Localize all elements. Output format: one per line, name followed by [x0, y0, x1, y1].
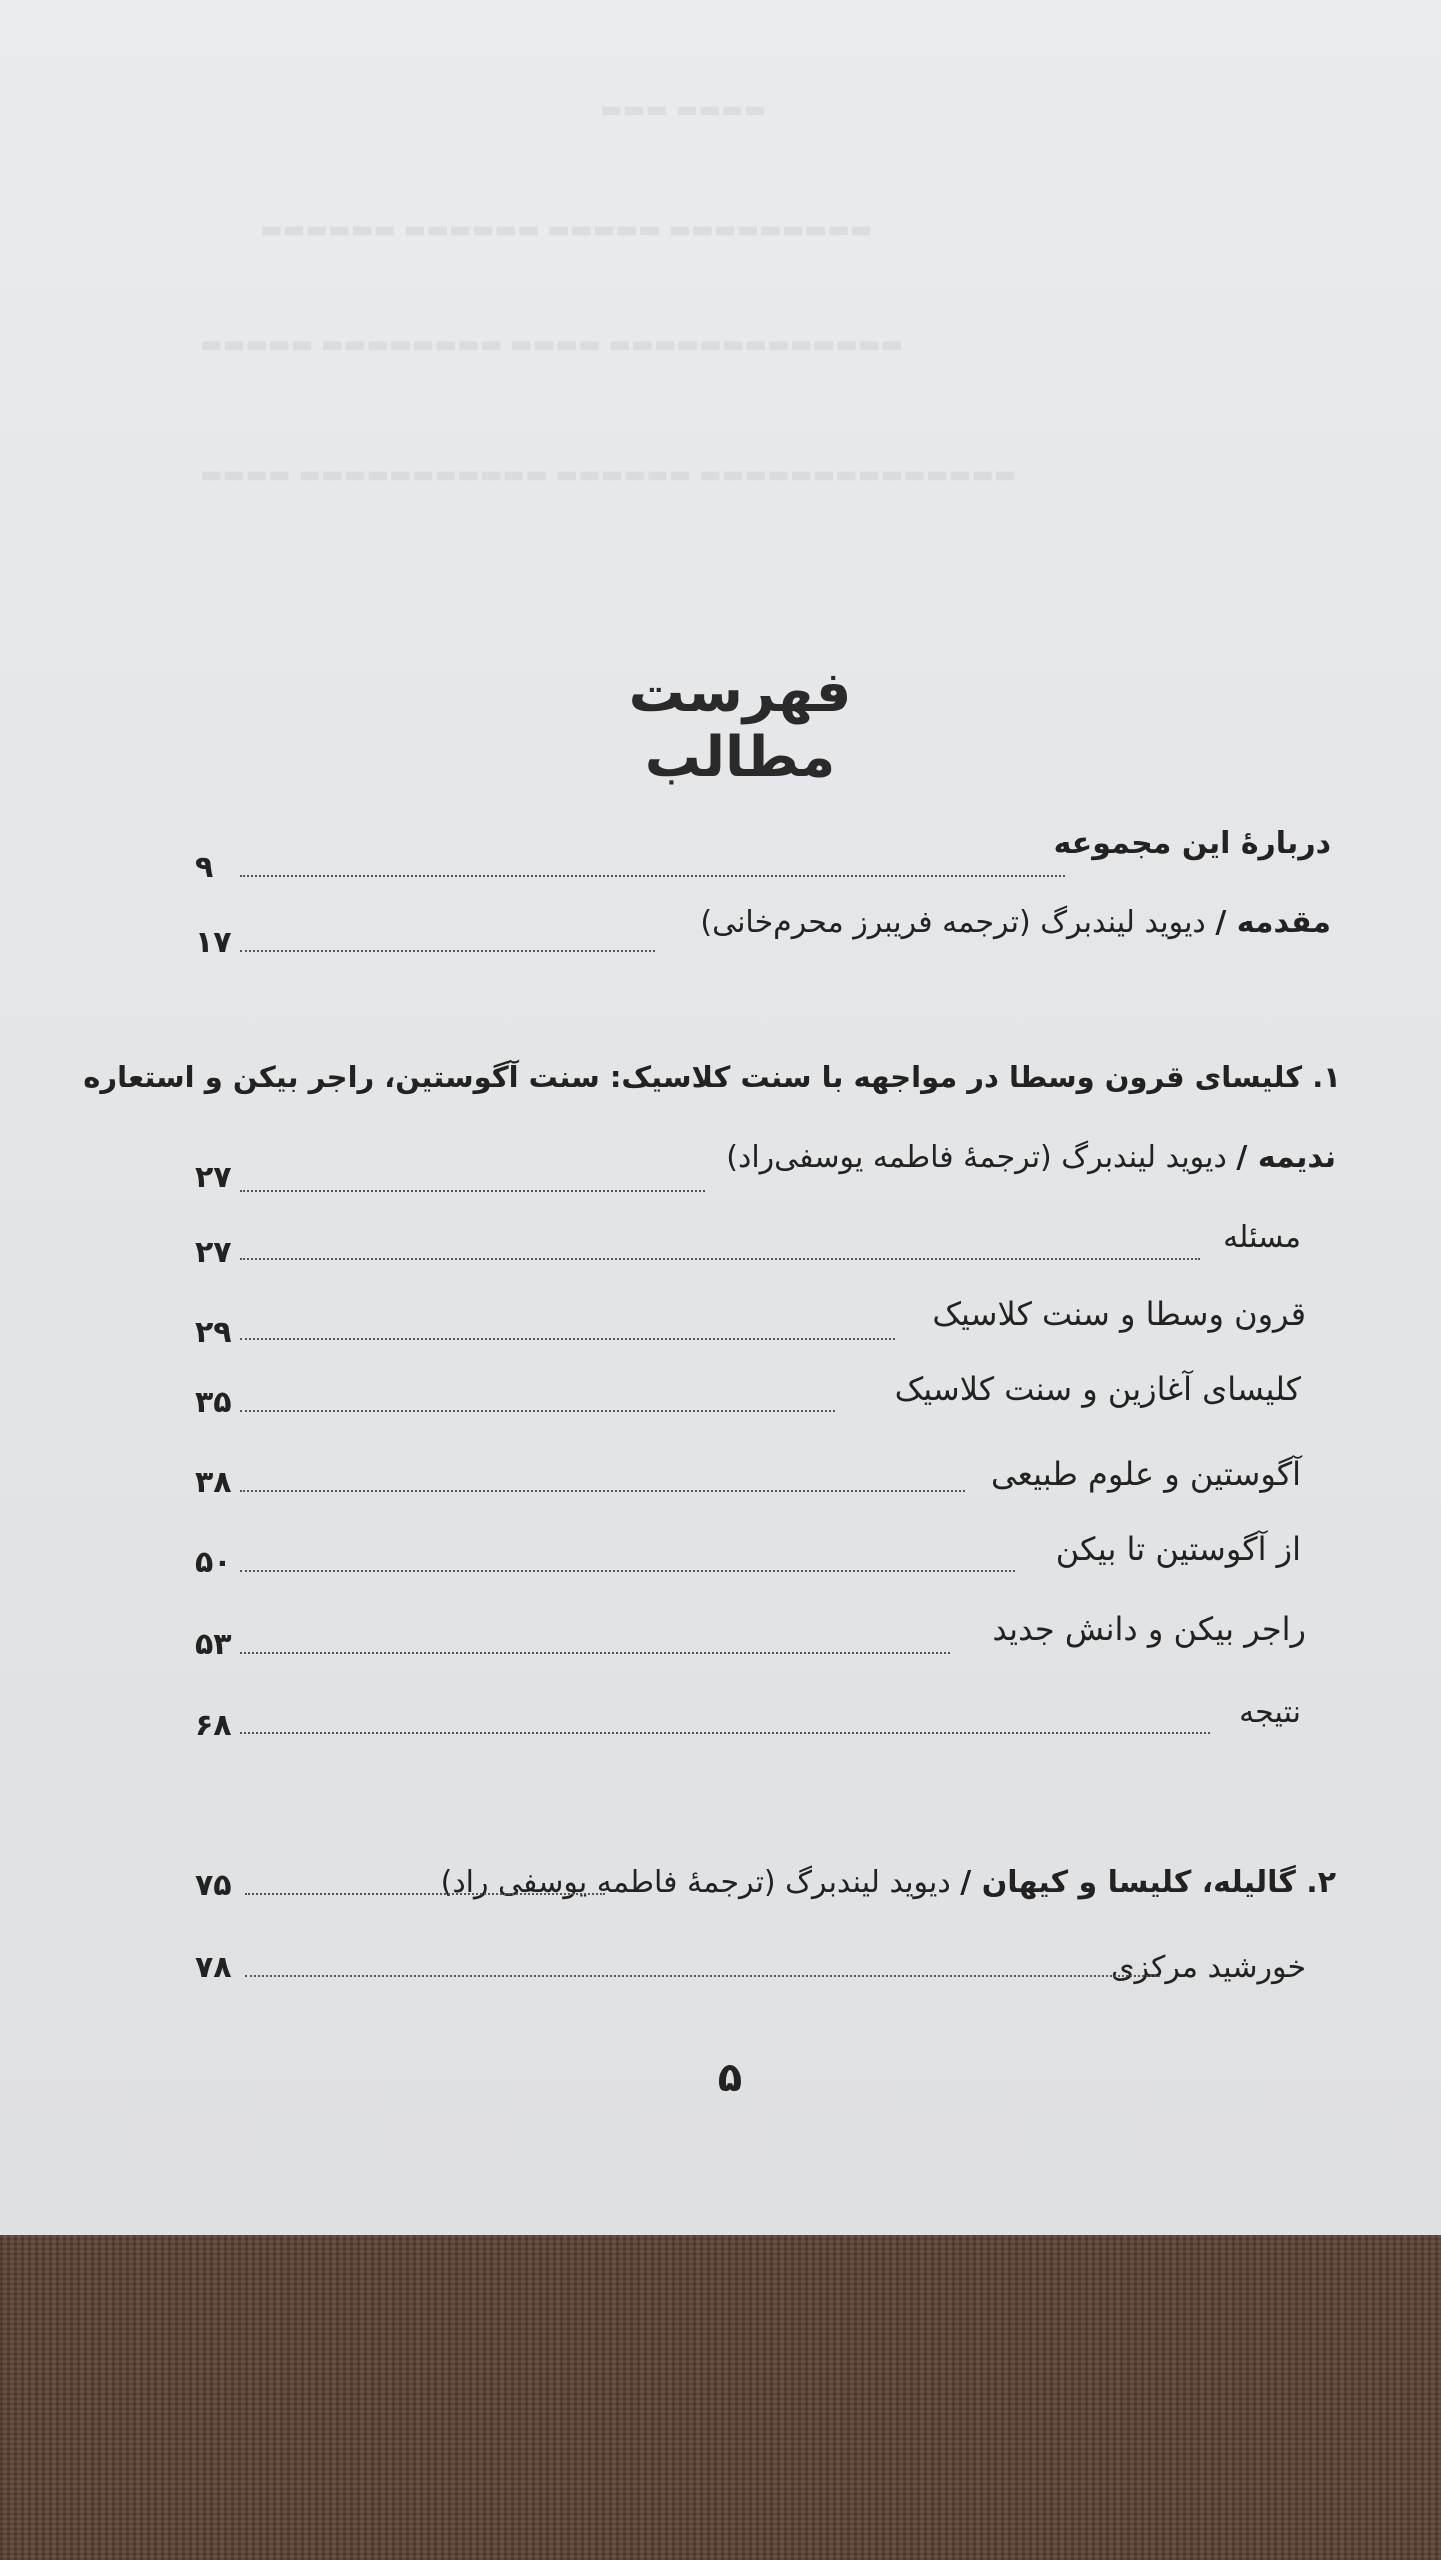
- toc-entry-detail: دیوید لیندبرگ (ترجمهٔ فاطمه یوسفی‌راد): [726, 1140, 1237, 1175]
- leader-dots: [245, 1975, 1160, 1977]
- leader-dots: [240, 1732, 1210, 1734]
- toc-page-number: ۵۰: [195, 1545, 232, 1580]
- toc-page-number: ۱۷: [195, 925, 232, 960]
- toc-entry-text: [700, 905, 1331, 940]
- page-title: فهرست مطالب: [628, 660, 852, 790]
- leader-dots: [240, 1338, 895, 1340]
- toc-page-number: ۲۷: [195, 1235, 232, 1270]
- toc-subentry-text: راجر بیکن و دانش جدید: [992, 1610, 1306, 1648]
- show-through: ▬▬▬▬▬▬ ▬▬▬▬▬▬ ▬▬▬▬▬ ▬▬▬▬▬▬▬▬▬: [260, 215, 873, 243]
- leader-dots: [240, 1410, 835, 1412]
- toc-subentry-text: خورشید مرکزی: [1111, 1950, 1306, 1985]
- toc-entry-bold: ندیمه /: [1236, 1140, 1336, 1175]
- toc-subentry-text: از آگوستین تا بیکن: [1055, 1530, 1301, 1568]
- leader-dots: [240, 1652, 950, 1654]
- toc-subentry-text: قرون وسطا و سنت کلاسیک: [932, 1295, 1306, 1333]
- toc-entry-detail: دیوید لیندبرگ (ترجمه فریبرز محرم‌خانی): [700, 905, 1216, 940]
- leader-dots: [240, 875, 1065, 877]
- leader-dots: [240, 1490, 965, 1492]
- toc-subentry-text: مسئله: [1223, 1220, 1301, 1255]
- show-through: ▬▬▬▬ ▬▬▬▬▬▬▬▬▬▬▬ ▬▬▬▬▬▬ ▬▬▬▬▬▬▬▬▬▬▬▬▬▬: [200, 460, 1017, 488]
- toc-subentry-text: آگوستین و علوم طبیعی: [990, 1455, 1301, 1493]
- toc-page-number: ۹: [195, 850, 214, 885]
- page-number: ۵: [717, 2055, 743, 2101]
- leader-dots: [240, 1190, 705, 1192]
- toc-page-number: ۲۹: [195, 1315, 232, 1350]
- toc-entry-bold: مقدمه /: [1215, 905, 1331, 940]
- toc-entry-bold: ۲. گالیله، کلیسا و کیهان /: [960, 1865, 1336, 1900]
- carpet-background: [0, 2235, 1441, 2560]
- toc-page-number: ۷۸: [195, 1950, 232, 1985]
- toc-page-number: ۳۵: [195, 1385, 232, 1420]
- toc-entry-text: دربارهٔ این مجموعه: [1053, 826, 1331, 861]
- toc-subentry-text: نتیجه: [1239, 1695, 1301, 1730]
- chapter-title-line: ۱. کلیسای قرون وسطا در مواجهه با سنت کلاسیک: سنت آگوستین، راجر بیکن و استعاره: [83, 1060, 1341, 1094]
- leader-dots: [240, 1258, 1200, 1260]
- toc-page-number: ۶۸: [195, 1708, 232, 1743]
- leader-dots: [240, 1570, 1015, 1572]
- toc-page-number: ۷۵: [195, 1868, 232, 1903]
- toc-entry-detail: دیوید لیندبرگ (ترجمهٔ فاطمه یوسفی راد): [440, 1865, 961, 1900]
- show-through: ▬▬▬▬▬ ▬▬▬▬▬▬▬▬ ▬▬▬▬ ▬▬▬▬▬▬▬▬▬▬▬▬▬: [200, 330, 904, 358]
- toc-subentry-text: کلیسای آغازین و سنت کلاسیک: [894, 1370, 1301, 1408]
- toc-page-number: ۲۷: [195, 1160, 232, 1195]
- leader-dots: [245, 1893, 605, 1895]
- leader-dots: [240, 950, 655, 952]
- toc-entry-text: [726, 1140, 1336, 1175]
- toc-page-number: ۵۳: [195, 1627, 232, 1662]
- show-through: ▬▬▬ ▬▬▬▬: [600, 95, 767, 123]
- toc-page-number: ۳۸: [195, 1465, 232, 1500]
